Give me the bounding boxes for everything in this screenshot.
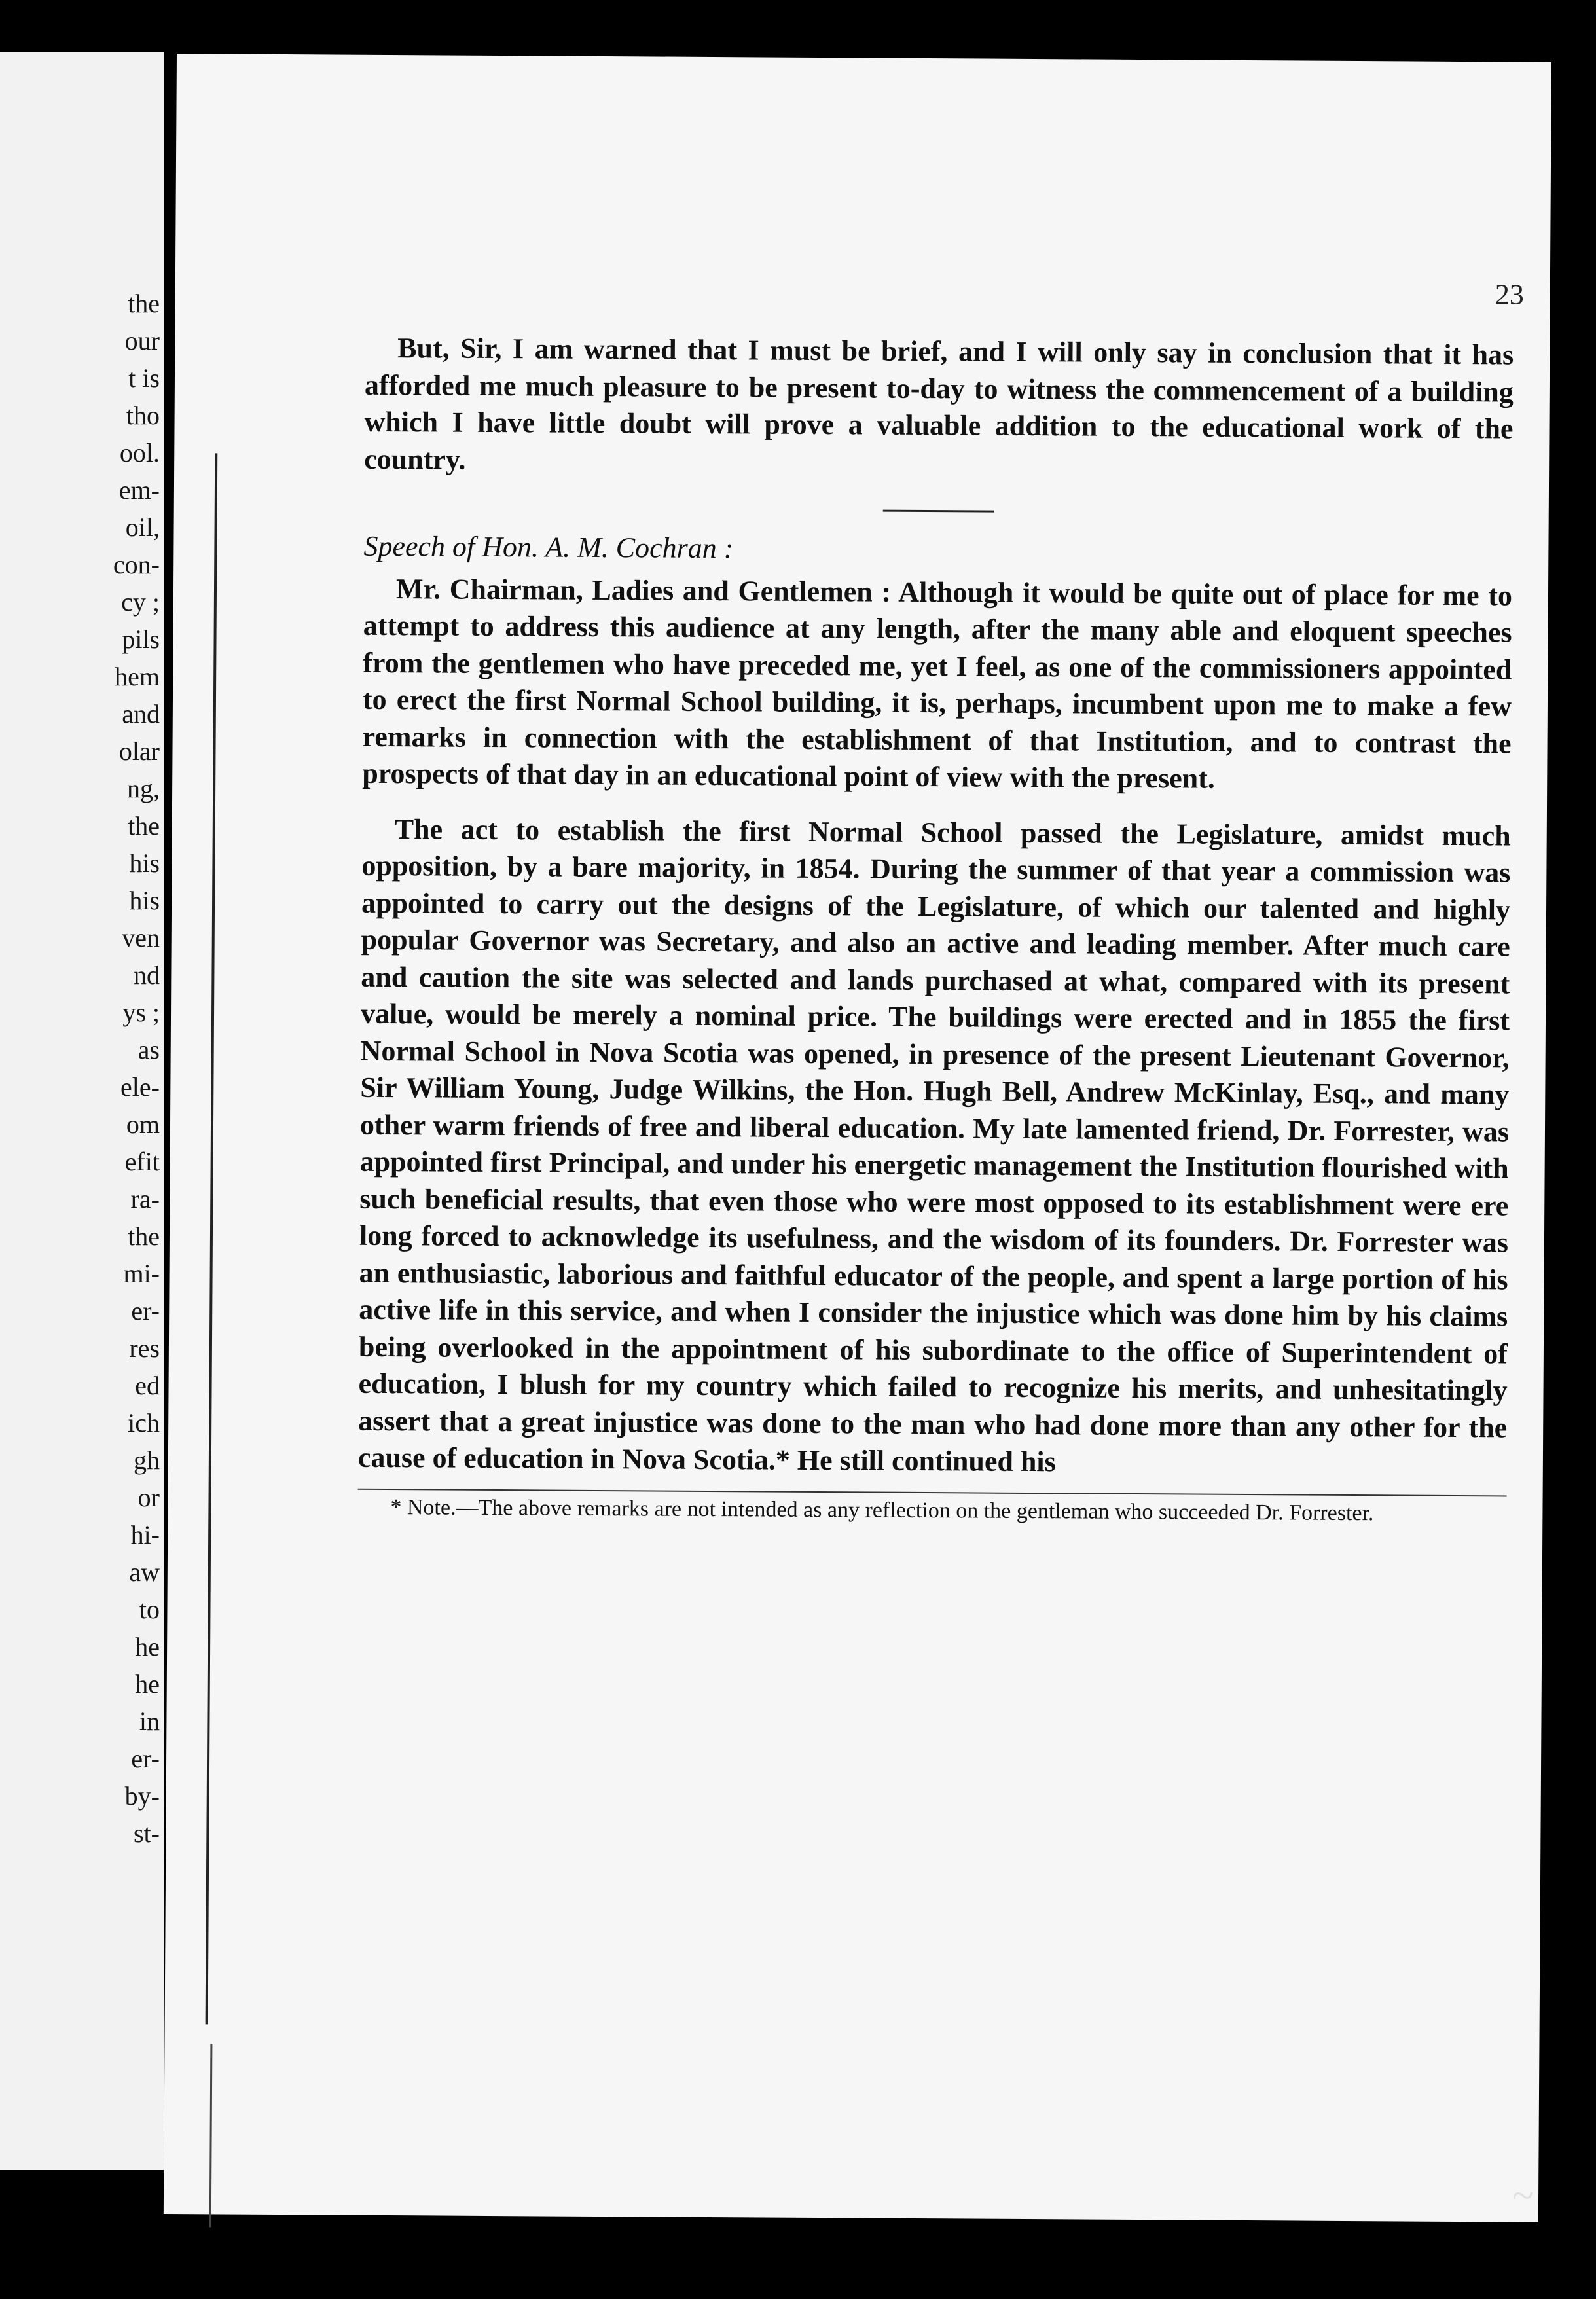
left-page-line-fragment: ng, xyxy=(127,774,160,803)
left-page-line-fragment: aw xyxy=(129,1557,160,1587)
left-page-line-fragment: to xyxy=(139,1595,160,1624)
left-page-line-fragment: he xyxy=(135,1632,160,1661)
opening-paragraph: But, Sir, I am warned that I must be brief, and I will only say in conclusion that it has afforded me much pleasure to be present to-day to witness the commencement of a building which I have little doubt will prove a valuable addition to the educational work of the country. xyxy=(364,332,1514,476)
left-page-line-fragment: ra- xyxy=(130,1184,160,1214)
gutter-shadow xyxy=(206,453,218,2024)
section-separator xyxy=(882,510,994,513)
body-paragraph-1: Mr. Chairman, Ladies and Gentlemen : Although it would be quite out of place for me to attempt to address this audience at any length, after the many able and eloquent speeches from the gentlemen who have preceded me, yet I feel, as one of the commissioners appointed to erect the first Normal School building, it is, perhaps, incumbent upon me to make a few remarks in connection with the establishment of that Institution, and to contrast the prospects of that day in an educational point of view with the present. xyxy=(362,572,1513,795)
speech-heading: Speech of Hon. A. M. Cochran : xyxy=(363,530,734,565)
left-page-line-fragment: st- xyxy=(134,1819,160,1848)
left-page-line-fragment: con- xyxy=(113,550,160,579)
left-page-line-fragment: gh xyxy=(134,1445,160,1475)
left-page-line-fragment: ool. xyxy=(119,438,160,467)
left-page-line-fragment: ys ; xyxy=(122,998,160,1027)
left-page-line-fragment: ven xyxy=(122,923,160,952)
left-page-line-fragment: hem xyxy=(115,662,160,691)
left-page-line-fragment: t is xyxy=(128,363,160,393)
left-page-line-fragment: as xyxy=(137,1035,160,1064)
gutter-shadow-lower xyxy=(209,2044,213,2227)
left-page-line-fragment: em- xyxy=(118,475,160,505)
left-page-line-fragment: hi- xyxy=(130,1520,160,1549)
left-page-line-fragment: res xyxy=(129,1333,160,1363)
left-page-line-fragment: nd xyxy=(134,960,160,990)
left-page-line-fragment: om xyxy=(126,1110,160,1139)
left-page-line-fragment: in xyxy=(139,1707,160,1736)
left-page-line-fragment: olar xyxy=(118,736,160,766)
left-page-line-fragment: ed xyxy=(135,1371,160,1400)
left-page-line-fragment: by- xyxy=(124,1781,160,1811)
left-page-line-fragment: pils xyxy=(122,625,160,654)
book-page xyxy=(164,54,1551,2222)
left-page-line-fragment: the xyxy=(128,1222,160,1251)
left-page-line-fragment: his xyxy=(129,848,160,878)
left-page-line-fragment: ele- xyxy=(120,1072,160,1102)
left-page-line-fragment: tho xyxy=(126,401,160,430)
left-page-line-fragment: oil, xyxy=(125,513,160,542)
left-page-line-fragment: the xyxy=(128,289,160,318)
left-page-line-fragment: the xyxy=(128,811,160,841)
footnote: * Note.—The above remarks are not intended as any reflection on the gentleman who succeeded Dr. Forrester. xyxy=(390,1494,1374,1525)
left-page-line-fragment: ich xyxy=(128,1408,160,1438)
left-page-line-fragment: cy ; xyxy=(121,587,160,617)
previous-page-fragment xyxy=(0,52,164,2170)
left-page-line-fragment: his xyxy=(129,886,160,915)
left-page-line-fragment: or xyxy=(137,1483,160,1512)
corner-mark: ~ xyxy=(1512,2174,1534,2217)
left-page-line-fragment: and xyxy=(122,699,160,729)
left-page-line-fragment: mi- xyxy=(123,1259,160,1288)
page-number: 23 xyxy=(1495,278,1524,311)
left-page-line-fragment: er- xyxy=(131,1744,160,1773)
left-page-line-fragment: efit xyxy=(124,1147,160,1176)
body-paragraph-2: The act to establish the first Normal School passed the Legislature, amidst much opposition, by a bare majority, in 1854. During the summer of that year a commission was appointed to carry out the designs of the Legislature, of which our talented and highly popular Governor was Secretary, and also an active and leading member. After much care and caution the site was selected and lands purchased at what, compared with its present value, would be merely a nominal price. The buildings were erected and in 1855 the first Normal School in Nova Scotia was opened, in presence of the present Lieutenant Governor, Sir William Young, Judge Wilkins, the Hon. Hugh Bell, Andrew McKinlay, Esq., and many other warm friends of free and liberal education. My late lamented friend, Dr. Forrester, was appointed first Principal, and under his energetic management the Institution flourished with such beneficial results, that even those who were most opposed to its establishment were ere long forced to acknowledge its usefulness, and the wisdom of its founders. Dr. Forrester was an enthusiastic, laborious and faithful educator of the people, and spent a large portion of his active life in this service, and when I consider the injustice which was done him by his claims being overlooked in the appointment of his subordinate to the office of Superintendent of education, I blush for my country which failed to recognize his merits, and unhesitatingly assert that a great injustice was done to the man who had done more than any other for the cause of education in Nova Scotia.* He still continued his xyxy=(357,812,1511,1478)
left-page-line-fragment: he xyxy=(135,1669,160,1699)
left-page-line-fragment: our xyxy=(124,326,160,355)
page-body xyxy=(357,330,1514,1528)
left-page-line-fragment: er- xyxy=(131,1296,160,1326)
